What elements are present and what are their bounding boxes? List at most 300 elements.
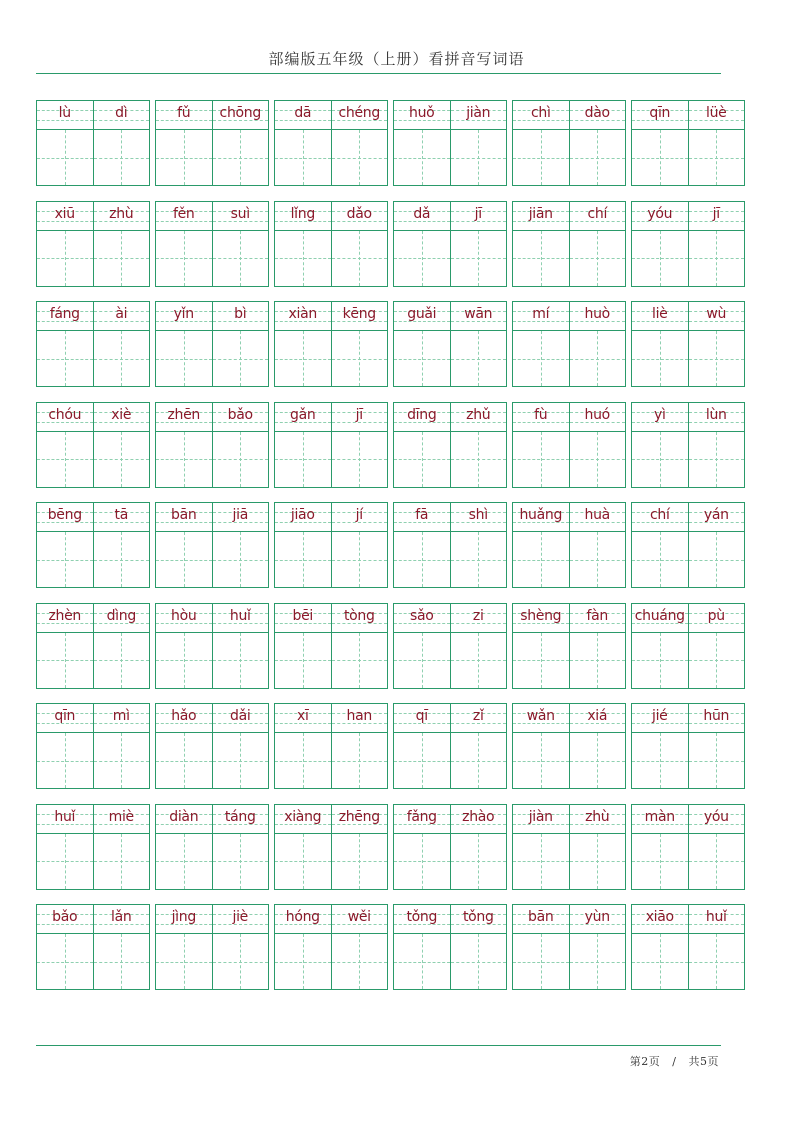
writing-square[interactable]	[332, 129, 388, 186]
character-cell	[212, 502, 269, 588]
character-cell	[93, 502, 150, 588]
pinyin-text: lù	[58, 105, 71, 121]
pinyin-text: bēng	[47, 507, 82, 523]
writing-square[interactable]	[156, 632, 212, 689]
writing-square[interactable]	[689, 531, 745, 588]
writing-square[interactable]	[37, 129, 93, 186]
pinyin-text: chéng	[338, 105, 380, 121]
character-cell	[450, 301, 507, 387]
character-cell	[569, 603, 626, 689]
pinyin-text: huǐ	[229, 607, 251, 624]
pinyin-text: dǎ	[413, 205, 431, 222]
pinyin-text: qīn	[54, 708, 76, 724]
character-cell	[36, 904, 93, 990]
pinyin-text: tā	[114, 507, 128, 523]
writing-square[interactable]	[332, 933, 388, 990]
writing-square[interactable]	[632, 632, 688, 689]
writing-square[interactable]	[513, 330, 569, 387]
writing-square[interactable]	[689, 833, 745, 890]
writing-square[interactable]	[213, 129, 269, 186]
character-cell	[274, 201, 331, 287]
character-cell	[631, 402, 688, 488]
writing-square[interactable]	[275, 933, 331, 990]
pinyin-text: han	[346, 708, 372, 724]
pinyin-text: dì	[115, 105, 128, 121]
character-cell	[93, 402, 150, 488]
writing-square[interactable]	[332, 732, 388, 789]
writing-square[interactable]	[275, 431, 331, 488]
writing-square[interactable]	[689, 732, 745, 789]
pinyin-text: xiè	[111, 406, 132, 423]
writing-square[interactable]	[632, 833, 688, 890]
writing-square[interactable]	[513, 531, 569, 588]
word-box	[274, 703, 388, 789]
pinyin-line	[156, 603, 212, 632]
pinyin-line	[451, 603, 507, 632]
word-box	[36, 301, 150, 387]
writing-square[interactable]	[213, 632, 269, 689]
writing-square[interactable]	[37, 933, 93, 990]
character-cell	[450, 502, 507, 588]
writing-square[interactable]	[156, 933, 212, 990]
writing-square[interactable]	[94, 933, 150, 990]
character-cell	[212, 301, 269, 387]
pinyin-text: zhèn	[48, 607, 81, 624]
character-cell	[393, 100, 450, 186]
writing-square[interactable]	[570, 230, 626, 287]
word-box	[512, 603, 626, 689]
word-box	[36, 201, 150, 287]
writing-square[interactable]	[213, 833, 269, 890]
pinyin-line	[394, 301, 450, 330]
character-cell	[450, 703, 507, 789]
writing-square[interactable]	[37, 531, 93, 588]
writing-square[interactable]	[513, 129, 569, 186]
pinyin-text: chuáng	[634, 607, 685, 624]
pinyin-text: shèng	[520, 607, 562, 624]
character-cell	[274, 502, 331, 588]
pinyin-text: wù	[706, 306, 727, 322]
writing-square[interactable]	[94, 230, 150, 287]
pinyin-line	[394, 402, 450, 431]
writing-square[interactable]	[570, 531, 626, 588]
writing-square[interactable]	[156, 230, 212, 287]
word-box	[36, 100, 150, 186]
pinyin-text: shì	[468, 507, 488, 523]
pinyin-text: táng	[224, 808, 256, 825]
writing-square[interactable]	[632, 431, 688, 488]
word-box	[631, 100, 745, 186]
character-cell	[512, 100, 569, 186]
writing-square[interactable]	[213, 531, 269, 588]
writing-square[interactable]	[275, 833, 331, 890]
pinyin-line	[332, 502, 388, 531]
writing-square[interactable]	[451, 230, 507, 287]
writing-square[interactable]	[94, 732, 150, 789]
writing-square[interactable]	[394, 933, 450, 990]
word-box	[155, 100, 269, 186]
character-cell	[631, 502, 688, 588]
pinyin-line	[37, 603, 93, 632]
writing-square[interactable]	[513, 833, 569, 890]
pinyin-line	[451, 703, 507, 732]
writing-square[interactable]	[275, 632, 331, 689]
character-cell	[393, 502, 450, 588]
writing-square[interactable]	[632, 732, 688, 789]
pinyin-line	[513, 502, 569, 531]
pinyin-text: xiū	[54, 205, 75, 222]
character-cell	[331, 904, 388, 990]
pinyin-text: bǎo	[227, 406, 253, 423]
pinyin-line	[513, 703, 569, 732]
writing-square[interactable]	[513, 933, 569, 990]
pinyin-text: tǒng	[406, 909, 438, 925]
pinyin-text: lǐng	[290, 205, 315, 222]
character-cell	[569, 703, 626, 789]
pinyin-line	[394, 201, 450, 230]
writing-square[interactable]	[94, 330, 150, 387]
writing-square[interactable]	[213, 431, 269, 488]
pinyin-line	[632, 502, 688, 531]
pinyin-text: huǒ	[409, 105, 435, 121]
writing-square[interactable]	[394, 833, 450, 890]
character-cell	[36, 100, 93, 186]
character-cell	[393, 804, 450, 890]
word-box	[155, 402, 269, 488]
character-cell	[450, 100, 507, 186]
character-cell	[631, 201, 688, 287]
pinyin-line	[156, 201, 212, 230]
writing-square[interactable]	[570, 632, 626, 689]
writing-square[interactable]	[94, 531, 150, 588]
word-row	[36, 402, 746, 488]
writing-square[interactable]	[570, 431, 626, 488]
pinyin-line	[37, 804, 93, 833]
pinyin-line	[213, 201, 269, 230]
pinyin-line	[213, 301, 269, 330]
writing-square[interactable]	[632, 230, 688, 287]
writing-square[interactable]	[332, 431, 388, 488]
character-cell	[393, 703, 450, 789]
writing-square[interactable]	[275, 230, 331, 287]
pinyin-text: lüè	[706, 105, 727, 121]
character-cell	[212, 804, 269, 890]
writing-square[interactable]	[451, 833, 507, 890]
writing-square[interactable]	[689, 431, 745, 488]
pinyin-text: wěi	[347, 909, 371, 925]
pinyin-line	[213, 603, 269, 632]
writing-square[interactable]	[156, 732, 212, 789]
worksheet-grid	[36, 100, 746, 1005]
word-box	[274, 201, 388, 287]
pinyin-line	[451, 402, 507, 431]
character-cell	[331, 804, 388, 890]
writing-square[interactable]	[156, 833, 212, 890]
pinyin-text: jiàn	[466, 105, 491, 121]
pinyin-line	[332, 703, 388, 732]
character-cell	[36, 402, 93, 488]
pinyin-text: xiàn	[288, 306, 317, 322]
writing-square[interactable]	[94, 833, 150, 890]
writing-square[interactable]	[213, 330, 269, 387]
character-cell	[36, 603, 93, 689]
character-cell	[331, 201, 388, 287]
pinyin-text: yì	[653, 406, 666, 423]
character-cell	[331, 703, 388, 789]
pinyin-text: xiàng	[284, 808, 322, 825]
pinyin-text: qī	[415, 708, 428, 724]
pinyin-text: jí	[355, 507, 363, 523]
word-box	[631, 804, 745, 890]
pinyin-text: jié	[652, 708, 668, 724]
writing-square[interactable]	[332, 330, 388, 387]
pinyin-text: huà	[584, 507, 610, 523]
word-box	[512, 301, 626, 387]
writing-square[interactable]	[332, 632, 388, 689]
writing-square[interactable]	[570, 933, 626, 990]
pinyin-line	[451, 804, 507, 833]
pinyin-line	[275, 100, 331, 129]
pinyin-text: fǔ	[177, 105, 191, 121]
writing-square[interactable]	[94, 632, 150, 689]
character-cell	[274, 301, 331, 387]
writing-square[interactable]	[451, 330, 507, 387]
pinyin-line	[156, 904, 212, 933]
pinyin-line	[451, 502, 507, 531]
pinyin-line	[213, 703, 269, 732]
writing-square[interactable]	[37, 833, 93, 890]
pinyin-line	[394, 703, 450, 732]
writing-square[interactable]	[689, 632, 745, 689]
writing-square[interactable]	[37, 230, 93, 287]
pinyin-text: jiān	[528, 205, 553, 222]
writing-square[interactable]	[394, 330, 450, 387]
word-box	[36, 502, 150, 588]
writing-square[interactable]	[570, 330, 626, 387]
pinyin-text: zhào	[462, 808, 495, 825]
writing-square[interactable]	[37, 632, 93, 689]
character-cell	[450, 603, 507, 689]
pinyin-text: wān	[464, 306, 493, 322]
writing-square[interactable]	[513, 431, 569, 488]
pinyin-text: ài	[115, 306, 128, 322]
pinyin-text: bǎo	[52, 909, 78, 925]
writing-square[interactable]	[513, 732, 569, 789]
writing-square[interactable]	[394, 632, 450, 689]
writing-square[interactable]	[451, 732, 507, 789]
writing-square[interactable]	[156, 330, 212, 387]
pinyin-line	[513, 804, 569, 833]
pinyin-line	[689, 804, 745, 833]
writing-square[interactable]	[451, 632, 507, 689]
pinyin-text: hóng	[285, 909, 320, 925]
pinyin-line	[570, 603, 626, 632]
writing-square[interactable]	[213, 732, 269, 789]
pinyin-text: zhù	[585, 808, 610, 825]
writing-square[interactable]	[570, 732, 626, 789]
pinyin-line	[451, 301, 507, 330]
pinyin-line	[94, 402, 150, 431]
writing-square[interactable]	[689, 330, 745, 387]
word-row	[36, 703, 746, 789]
writing-square[interactable]	[275, 129, 331, 186]
character-cell	[688, 904, 745, 990]
word-box	[155, 904, 269, 990]
pinyin-line	[213, 804, 269, 833]
pinyin-text: huó	[584, 406, 610, 423]
writing-square[interactable]	[689, 129, 745, 186]
character-cell	[688, 100, 745, 186]
word-row	[36, 904, 746, 990]
writing-square[interactable]	[689, 933, 745, 990]
writing-square[interactable]	[632, 933, 688, 990]
pinyin-line	[570, 402, 626, 431]
writing-square[interactable]	[156, 129, 212, 186]
pinyin-text: chì	[530, 105, 551, 121]
word-box	[393, 301, 507, 387]
writing-square[interactable]	[394, 531, 450, 588]
writing-square[interactable]	[632, 129, 688, 186]
pinyin-text: fǎng	[406, 808, 437, 825]
pinyin-line	[156, 804, 212, 833]
pinyin-text: chōng	[219, 105, 261, 121]
word-box	[36, 904, 150, 990]
writing-square[interactable]	[332, 833, 388, 890]
pinyin-text: jiè	[232, 909, 248, 925]
writing-square[interactable]	[213, 230, 269, 287]
writing-square[interactable]	[632, 531, 688, 588]
writing-square[interactable]	[451, 933, 507, 990]
writing-square[interactable]	[451, 129, 507, 186]
writing-square[interactable]	[156, 531, 212, 588]
writing-square[interactable]	[451, 431, 507, 488]
pinyin-text: bēi	[292, 607, 313, 624]
character-cell	[155, 301, 212, 387]
writing-square[interactable]	[94, 129, 150, 186]
word-box	[36, 804, 150, 890]
character-cell	[93, 603, 150, 689]
pinyin-line	[332, 402, 388, 431]
word-box	[274, 402, 388, 488]
pinyin-text: yóu	[647, 205, 673, 222]
word-box	[155, 301, 269, 387]
character-cell	[36, 703, 93, 789]
pinyin-text: fáng	[49, 306, 80, 322]
word-box	[512, 402, 626, 488]
pinyin-line	[394, 603, 450, 632]
pinyin-line	[689, 301, 745, 330]
writing-square[interactable]	[37, 732, 93, 789]
character-cell	[688, 201, 745, 287]
writing-square[interactable]	[332, 531, 388, 588]
pinyin-line	[275, 904, 331, 933]
pinyin-line	[513, 904, 569, 933]
pinyin-line	[632, 100, 688, 129]
pinyin-line	[332, 301, 388, 330]
character-cell	[93, 904, 150, 990]
writing-square[interactable]	[513, 230, 569, 287]
pinyin-line	[94, 301, 150, 330]
pinyin-line	[94, 100, 150, 129]
writing-square[interactable]	[37, 330, 93, 387]
word-box	[36, 603, 150, 689]
writing-square[interactable]	[94, 431, 150, 488]
character-cell	[512, 603, 569, 689]
writing-square[interactable]	[213, 933, 269, 990]
word-box	[274, 502, 388, 588]
character-cell	[393, 201, 450, 287]
pinyin-line	[451, 201, 507, 230]
writing-square[interactable]	[275, 732, 331, 789]
pinyin-text: chí	[649, 507, 670, 523]
pinyin-line	[689, 603, 745, 632]
pinyin-text: yùn	[584, 909, 610, 925]
writing-square[interactable]	[632, 330, 688, 387]
word-box	[631, 904, 745, 990]
pinyin-text: huǐ	[54, 808, 76, 825]
footer-divider	[36, 1045, 721, 1046]
character-cell	[512, 301, 569, 387]
writing-square[interactable]	[689, 230, 745, 287]
character-cell	[155, 804, 212, 890]
pinyin-text: pù	[707, 607, 725, 624]
pinyin-line	[394, 904, 450, 933]
pinyin-line	[37, 100, 93, 129]
word-box	[36, 703, 150, 789]
pinyin-line	[332, 100, 388, 129]
writing-square[interactable]	[394, 431, 450, 488]
writing-square[interactable]	[570, 129, 626, 186]
pinyin-line	[275, 502, 331, 531]
pinyin-text: hǎo	[171, 708, 197, 724]
writing-square[interactable]	[394, 732, 450, 789]
pinyin-line	[213, 502, 269, 531]
pinyin-line	[570, 100, 626, 129]
character-cell	[331, 603, 388, 689]
writing-square[interactable]	[451, 531, 507, 588]
pinyin-text: zhù	[109, 205, 134, 222]
word-row	[36, 100, 746, 186]
pinyin-text: jiàn	[528, 808, 553, 825]
writing-square[interactable]	[394, 230, 450, 287]
character-cell	[274, 603, 331, 689]
pinyin-text: yán	[703, 507, 729, 523]
pinyin-line	[570, 301, 626, 330]
pinyin-text: màn	[644, 808, 675, 825]
writing-square[interactable]	[156, 431, 212, 488]
writing-square[interactable]	[37, 431, 93, 488]
pinyin-line	[275, 804, 331, 833]
character-cell	[212, 703, 269, 789]
character-cell	[569, 502, 626, 588]
writing-square[interactable]	[394, 129, 450, 186]
page-title: 部编版五年级（上册）看拼音写词语	[268, 50, 525, 68]
pinyin-text: dào	[584, 105, 610, 121]
word-box	[393, 804, 507, 890]
writing-square[interactable]	[275, 531, 331, 588]
writing-square[interactable]	[570, 833, 626, 890]
pinyin-text: tòng	[343, 607, 375, 624]
writing-square[interactable]	[513, 632, 569, 689]
pinyin-text: hūn	[703, 708, 730, 724]
page-indicator	[630, 1053, 719, 1069]
writing-square[interactable]	[275, 330, 331, 387]
writing-square[interactable]	[332, 230, 388, 287]
word-box	[274, 904, 388, 990]
pinyin-line	[513, 301, 569, 330]
character-cell	[688, 402, 745, 488]
word-box	[631, 703, 745, 789]
